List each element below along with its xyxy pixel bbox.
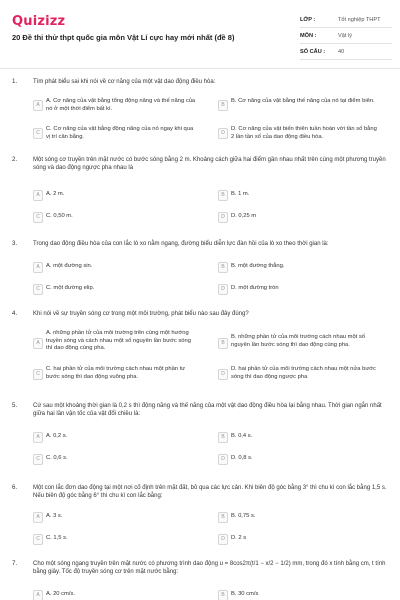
- question-number: 5.: [12, 402, 18, 409]
- option-letter-badge: C: [33, 534, 43, 545]
- option-letter-badge: D: [218, 454, 228, 465]
- option-text: D. 2 s: [231, 535, 247, 541]
- meta-label: MÔN :: [300, 32, 317, 39]
- option-text: B. một đường thẳng.: [231, 263, 285, 269]
- option-letter-badge: D: [218, 128, 228, 139]
- option-text: C. 1,5 s.: [46, 535, 68, 541]
- question-text: Trong dao động điều hòa của con lắc lò xo nằm ngang, đường biểu diễn lực đàn hồi của lò xo theo thời gian là:: [33, 241, 329, 247]
- question-number: 2.: [12, 156, 18, 163]
- option-letter-badge: C: [33, 369, 43, 380]
- option-letter-badge: A: [33, 100, 43, 111]
- question-number: 6.: [12, 484, 18, 491]
- option-text: D. một đường tròn: [231, 285, 279, 291]
- question-number: 4.: [12, 310, 18, 317]
- option-text: A. 20 cm/s.: [46, 591, 75, 597]
- meta-row-subject: [300, 28, 392, 44]
- option-text: B. 0,75 s.: [231, 513, 256, 519]
- meta-value: Tốt nghiệp THPT: [338, 16, 381, 23]
- option-letter-badge: D: [218, 212, 228, 223]
- option-text: B. những phần tử của môi trường cách nhau một số nguyên lần bước sóng thì dao động cùng pha.: [231, 334, 366, 348]
- option-letter-badge: A: [33, 590, 43, 600]
- question-text: Một con lắc đơn dao động tại một nơi cố định trên mặt đất, bỏ qua các lực cản. Khi biên độ góc bằng 3° thì chu kì con lắc bằng 1,5 s. Nếu biên độ góc bằng 6° thì chu kì con lắc bằng:: [33, 485, 387, 499]
- option-letter-badge: A: [33, 262, 43, 273]
- option-text: A. Cơ năng của vật bằng tổng động năng và thế năng của nó ở một thời điểm bất kì.: [46, 98, 196, 112]
- option-letter-badge: A: [33, 338, 43, 349]
- option-letter-badge: C: [33, 128, 43, 139]
- question-text: Tìm phát biểu sai khi nói về cơ năng của một vật dao động điều hòa:: [33, 79, 216, 85]
- option-text: D. 0,25 m: [231, 213, 257, 219]
- option-letter-badge: A: [33, 190, 43, 201]
- meta-label: SỐ CÂU :: [300, 48, 326, 55]
- meta-value: 40: [338, 48, 345, 55]
- option-letter-badge: C: [33, 284, 43, 295]
- option-text: B. 30 cm/s: [231, 591, 259, 597]
- option-text: A. những phần tử của môi trường trên cùng một hướng truyền sóng và cách nhau một số nguyên lần bước sóng thì dao động cùng pha.: [46, 330, 191, 351]
- option-letter-badge: D: [218, 284, 228, 295]
- question-text: Cho một sóng ngang truyền trên mặt nước có phương trình dao động u = 8cos2π(t/1 − x/2 − 1/2) mm, trong đó x tính bằng cm, t tính bằng giây. Tốc độ truyền sóng cơ trên mặt nước bằng:: [33, 561, 386, 575]
- option-letter-badge: B: [218, 262, 228, 273]
- option-letter-badge: B: [218, 512, 228, 523]
- question-number: 7.: [12, 560, 18, 567]
- option-text: D. Cơ năng của vật biến thiên tuần hoàn với tần số bằng 2 lần tần số của dao động điều hòa.: [231, 126, 377, 140]
- option-letter-badge: B: [218, 190, 228, 201]
- option-text: A. 3 s.: [46, 513, 63, 519]
- meta-table: [300, 12, 392, 60]
- option-text: C. 0,50 m.: [46, 213, 73, 219]
- option-letter-badge: D: [218, 534, 228, 545]
- option-letter-badge: B: [218, 590, 228, 600]
- option-text: C. Cơ năng của vật bằng động năng của nó ngay khi qua vị trí cân bằng.: [46, 126, 194, 140]
- option-text: A. 0,2 s.: [46, 433, 68, 439]
- worksheet-header: [0, 0, 400, 69]
- option-text: C. hai phần tử của môi trường cách nhau một phần tư bước sóng thì dao động vuông pha.: [46, 366, 186, 380]
- question-text: Cứ sau một khoảng thời gian là 0,2 s thì động năng và thế năng của một vật dao động điều hòa lại bằng nhau. Thời gian ngắn nhất giữa hai lần vận tốc của vật đổi chiều là:: [33, 403, 382, 417]
- option-text: D. hai phần tử của môi trường cách nhau một nửa bước sóng thì dao động ngược pha: [231, 366, 376, 380]
- option-letter-badge: B: [218, 338, 228, 349]
- meta-row-class: [300, 12, 392, 28]
- meta-label: LỚP :: [300, 16, 316, 23]
- quizizz-logo: Quizizz: [12, 14, 66, 29]
- option-letter-badge: B: [218, 432, 228, 443]
- option-letter-badge: C: [33, 212, 43, 223]
- question-text: Một sóng cơ truyền trên mặt nước có bước sóng bằng 2 m. Khoảng cách giữa hai điểm gần nhau nhất trên cùng một phương truyền sóng và dao động ngược pha nhau là: [33, 157, 386, 171]
- question-number: 1.: [12, 78, 18, 85]
- option-letter-badge: D: [218, 369, 228, 380]
- option-text: A. một đường sin.: [46, 263, 93, 269]
- option-text: A. 2 m.: [46, 191, 65, 197]
- option-letter-badge: A: [33, 512, 43, 523]
- option-text: B. Cơ năng của vật bằng thế năng của nó tại điểm biên.: [231, 98, 375, 104]
- question-text: Khi nói về sự truyền sóng cơ trong một môi trường, phát biểu nào sau đây đúng?: [33, 311, 249, 317]
- question-number: 3.: [12, 240, 18, 247]
- meta-value: Vật lý: [338, 32, 352, 39]
- option-letter-badge: A: [33, 432, 43, 443]
- option-text: C. 0,6 s.: [46, 455, 68, 461]
- option-text: D. 0,8 s.: [231, 455, 253, 461]
- meta-row-count: [300, 44, 392, 60]
- option-letter-badge: C: [33, 454, 43, 465]
- option-letter-badge: B: [218, 100, 228, 111]
- option-text: B. 1 m.: [231, 191, 250, 197]
- option-text: C. một đường elip.: [46, 285, 95, 291]
- option-text: B. 0,4 s.: [231, 433, 253, 439]
- page-title: 20 Đề thi thử thpt quốc gia môn Vật Lí cực hay mới nhất (đề 8): [12, 33, 235, 42]
